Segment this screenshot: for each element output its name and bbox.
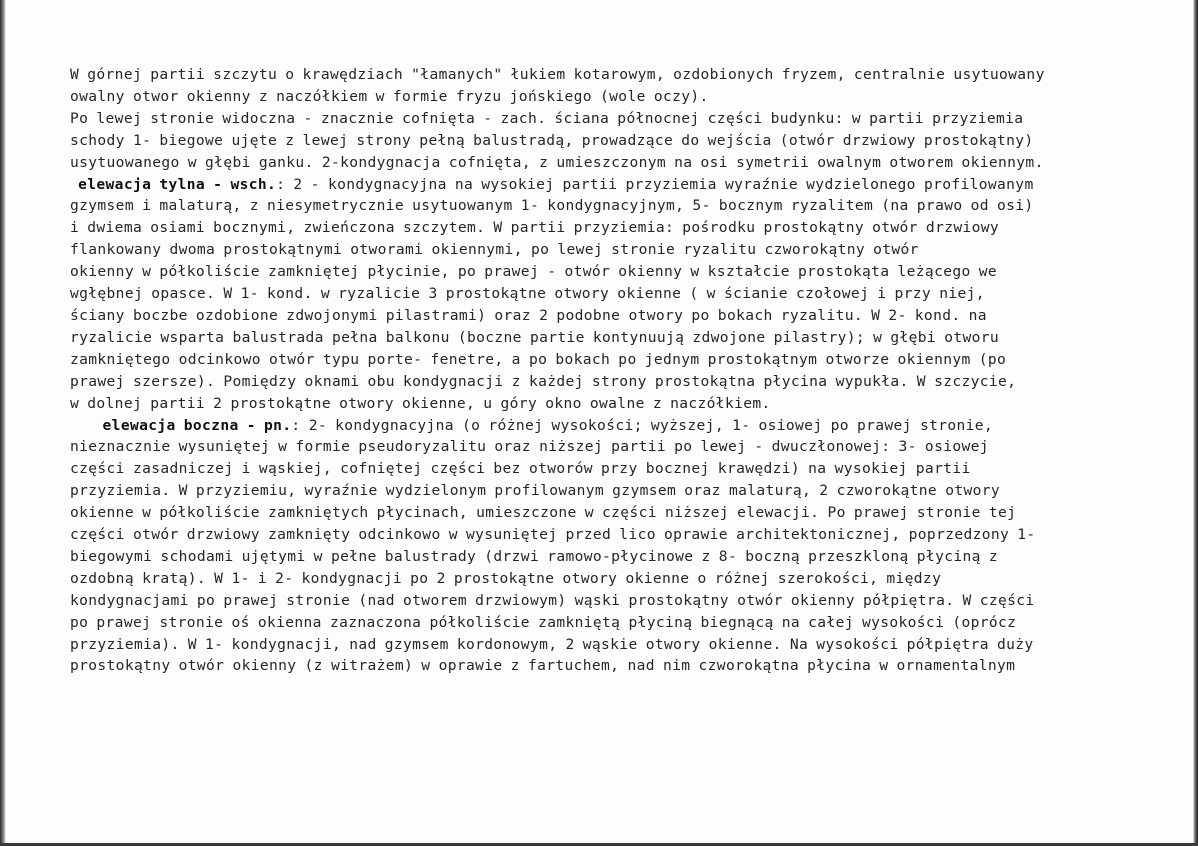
text-line: części otwór drzwiowy zamknięty odcinkowo w wysuniętej przed lico oprawie architektonicznej, poprzedzony 1- [70,526,1036,544]
text-line: owalny otwor okienny z naczółkiem w formie fryzu jońskiego (wole oczy). [70,87,709,105]
text-line: flankowany dwoma prostokątnymi otworami okiennymi, po lewej stronie ryzalitu czworokątny otwór [70,241,919,259]
text-line: przyziemia). W 1- kondygnacji, nad gzymsem kordonowym, 2 wąskie otwory okienne. Na wysokości półpiętra duży [70,635,1034,653]
text-line: Po lewej stronie widoczna - znacznie cofnięta - zach. ściana północnej części budynku: w partii przyziemia [70,109,1024,127]
text-line: okienny w półkoliście zamkniętej płycinie, po prawej - otwór okienny w kształcie prostokąta leżącego we [70,263,998,281]
page-left-edge [0,0,6,846]
document-body [70,64,1166,677]
text-line: kondygnacjami po prawej stronie (nad otworem drzwiowym) wąski prostokątny otwór okienny półpiętra. W części [70,591,1035,609]
text-line: gzymsem i malaturą, z niesymetrycznie usytuowanym 1- kondygnacyjnym, 5- bocznym ryzalitem (na prawo od osi) [70,197,1034,215]
text-line-rest: : 2- kondygnacyjna (o różnej wysokości; wyższej, 1- osiowej po prawej stronie, [291,416,994,434]
text-line: nieznacznie wysuniętej w formie pseudoryzalitu oraz niższej partii po lewej - dwuczłonowej: 3- osiowej [70,438,989,456]
text-line: schody 1- biegowe ujęte z lewej strony pełną balustradą, prowadzące do wejścia (otwór drzwiowy prostokątny) [70,131,1034,149]
text-line: po prawej stronie oś okienna zaznaczona półkoliście zamkniętą płyciną biegnącą na całej wysokości (oprócz [70,613,1017,631]
text-line: usytuowanego w głębi ganku. 2-kondygnacja cofnięta, z umieszczonym na osi symetrii owalnym otworem okiennym. [70,153,1044,171]
text-line: biegowymi schodami ujętymi w pełne balustrady (drzwi ramowo-płycinowe z 8- boczną przeszkloną płyciną z [70,547,999,565]
text-line: ściany boczbe ozdobione zdwojonymi pilastrami) oraz 2 podobne otwory po bokach ryzalitu. W 2- kond. na [70,306,987,324]
text-line: W górnej partii szczytu o krawędziach "łamanych" łukiem kotarowym, ozdobionych fryzem, centralnie usytuowany [70,66,1045,83]
text-line-with-heading [70,415,1166,437]
heading-rear-elevation: elewacja tylna - wsch. [78,175,277,193]
text-line: prawej szersze). Pomiędzy oknami obu kondygnacji z każdej strony prostokątna płycina wypukła. W szczycie, [70,372,1017,390]
text-line: w dolnej partii 2 prostokątne otwory okienne, u góry okno owalne z naczółkiem. [70,394,771,412]
text-line: części zasadniczej i wąskiej, cofniętej części bez otworów przy bocznej krawędzi) na wysokiej partii [70,460,971,478]
text-line-with-heading [70,174,1166,196]
text-line: zamkniętego odcinkowo otwór typu porte- fenetre, a po bokach po jednym prostokątnym otworze okiennym (po [70,350,1007,368]
text-line: wgłębnej opasce. W 1- kond. w ryzalicie 3 prostokątne otwory okienne ( w ścianie czołowej i przy niej, [70,285,985,303]
text-line: i dwiema osiami bocznymi, zwieńczona szczytem. W partii przyziemia: pośrodku prostokątny otwór drzwiowy [70,219,1000,237]
heading-side-elevation: elewacja boczna - pn. [102,416,292,434]
text-line: okienne w półkoliście zamkniętych płycinach, umieszczone w części niższej elewacji. Po prawej stronie tej [70,504,1017,522]
page-right-edge [1193,0,1198,846]
text-line-rest: : 2 - kondygnacyjna na wysokiej partii przyziemia wyraźnie wydzielonego profilowanym [276,175,1034,193]
text-line: prostokątny otwór okienny (z witrażem) w oprawie z fartuchem, nad nim czworokątna płycina w ornamentalnym [70,657,1016,675]
text-line: ozdobną kratą). W 1- i 2- kondygnacji po 2 prostokątne otwory okienne o różnej szerokości, między [70,569,942,587]
text-line: ryzalicie wsparta balustrada pełna balkonu (boczne partie kontynuują zdwojone pilastry); w głębi otworu [70,328,1000,346]
text-line: przyziemia. W przyziemiu, wyraźnie wydzielonym profilowanym gzymsem oraz malaturą, 2 czworokątne otwory [70,482,1001,500]
